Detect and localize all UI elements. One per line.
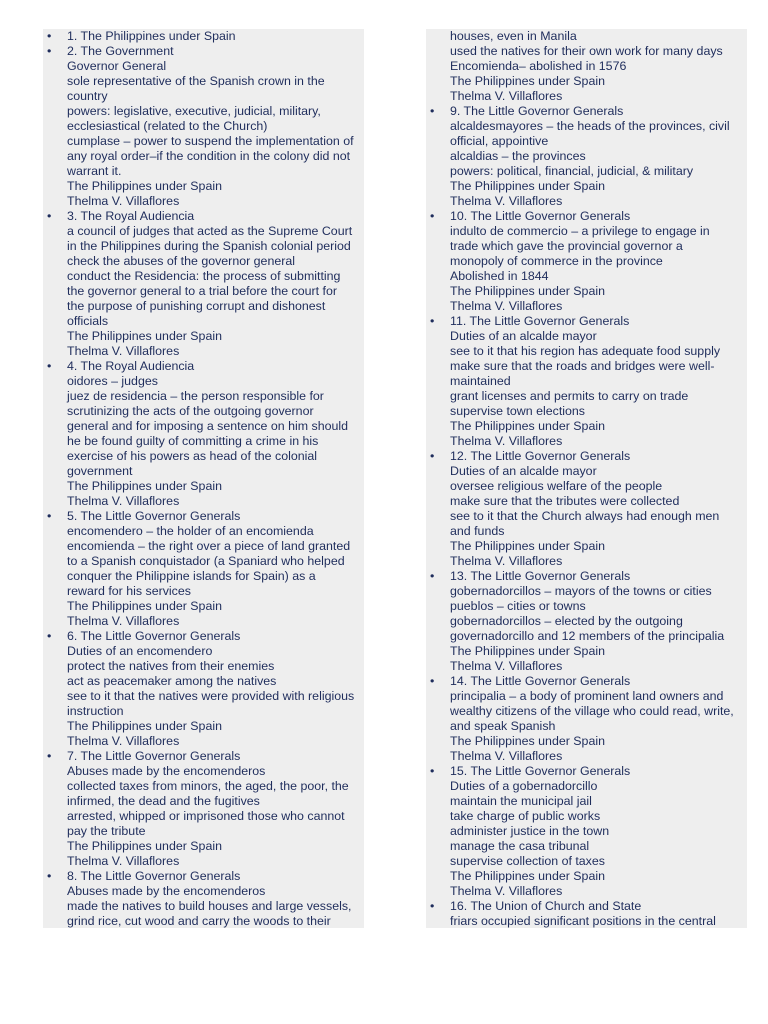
bullet-icon: •: [47, 629, 52, 643]
item-line: general and for imposing a sentence on him should: [67, 419, 349, 433]
list-item: [430, 209, 743, 314]
list-item: [430, 764, 743, 899]
bullet-icon: •: [47, 359, 52, 373]
item-line: scrutinizing the acts of the outgoing governor: [67, 404, 314, 418]
item-line: oidores – judges: [67, 374, 158, 388]
item-line: conduct the Residencia: the process of submitting: [67, 269, 341, 283]
item-heading: 9. The Little Governor Generals: [450, 104, 624, 118]
bullet-icon: •: [47, 869, 52, 883]
item-line: The Philippines under Spain: [450, 179, 605, 193]
item-line: Thelma V. Villaflores: [67, 494, 180, 508]
list-item: [47, 29, 360, 44]
item-heading: 12. The Little Governor Generals: [450, 449, 631, 463]
item-line: alcaldias – the provinces: [450, 149, 586, 163]
bullet-icon: •: [430, 674, 435, 688]
item-heading: 3. The Royal Audiencia: [67, 209, 195, 223]
item-line: maintained: [450, 374, 511, 388]
bullet-icon: •: [430, 314, 435, 328]
list-item: [47, 359, 360, 509]
item-line: supervise town elections: [450, 404, 585, 418]
item-line: infirmed, the dead and the fugitives: [67, 794, 260, 808]
item-line: principalia – a body of prominent land owners and: [450, 689, 724, 703]
item-line: The Philippines under Spain: [67, 479, 222, 493]
item-line: Thelma V. Villaflores: [450, 554, 563, 568]
item-line: and speak Spanish: [450, 719, 556, 733]
list-item: [430, 104, 743, 209]
item-line: country: [67, 89, 108, 103]
item-line: collected taxes from minors, the aged, the poor, the: [67, 779, 349, 793]
item-line: see to it that the natives were provided with religious: [67, 689, 355, 703]
item-line: cumplase – power to suspend the implementation of: [67, 134, 354, 148]
item-line: grind rice, cut wood and carry the woods to their: [67, 914, 331, 928]
item-line: houses, even in Manila: [450, 29, 577, 43]
bullet-icon: •: [47, 749, 52, 763]
list-item: [430, 674, 743, 764]
item-line: any royal order–if the condition in the colony did not: [67, 149, 351, 163]
item-line: see to it that the Church always had enough men: [450, 509, 720, 523]
list-item: [47, 44, 360, 209]
item-line: he be found guilty of committing a crime in his: [67, 434, 319, 448]
item-heading: 11. The Little Governor Generals: [450, 314, 630, 328]
item-line: Thelma V. Villaflores: [67, 614, 180, 628]
item-line: The Philippines under Spain: [450, 644, 605, 658]
item-line: Thelma V. Villaflores: [450, 89, 563, 103]
item-line: grant licenses and permits to carry on trade: [450, 389, 689, 403]
item-line: and funds: [450, 524, 505, 538]
item-line: Thelma V. Villaflores: [67, 194, 180, 208]
item-heading: 10. The Little Governor Generals: [450, 209, 631, 223]
item-line: Duties of an alcalde mayor: [450, 464, 597, 478]
item-line: The Philippines under Spain: [67, 839, 222, 853]
item-line: The Philippines under Spain: [450, 869, 605, 883]
item-line: a council of judges that acted as the Supreme Court: [67, 224, 353, 238]
item-line: sole representative of the Spanish crown in the: [67, 74, 325, 88]
item-heading: 7. The Little Governor Generals: [67, 749, 241, 763]
item-line: alcaldesmayores – the heads of the provinces, civil: [450, 119, 730, 133]
item-line: wealthy citizens of the village who could read, write,: [450, 704, 734, 718]
item-line: Abuses made by the encomenderos: [67, 764, 266, 778]
item-line: encomendero – the holder of an encomienda: [67, 524, 314, 538]
item-heading: 1. The Philippines under Spain: [67, 29, 236, 43]
item-line: powers: political, financial, judicial, & military: [450, 164, 694, 178]
item-line: check the abuses of the governor general: [67, 254, 295, 268]
item-line: Thelma V. Villaflores: [67, 734, 180, 748]
bullet-icon: •: [47, 509, 52, 523]
item-line: the purpose of punishing corrupt and dishonest: [67, 299, 326, 313]
item-line: monopoly of commerce in the province: [450, 254, 663, 268]
item-line: make sure that the tributes were collected: [450, 494, 680, 508]
item-line: reward for his services: [67, 584, 191, 598]
list-item: [430, 449, 743, 569]
item-line: Duties of an alcalde mayor: [450, 329, 597, 343]
item-line: The Philippines under Spain: [450, 539, 605, 553]
item-line: pueblos – cities or towns: [450, 599, 586, 613]
item-line: The Philippines under Spain: [450, 74, 605, 88]
item-line: trade which gave the provincial governor a: [450, 239, 683, 253]
item-line: friars occupied significant positions in the central: [450, 914, 716, 928]
item-line: gobernadorcillos – elected by the outgoing: [450, 614, 683, 628]
item-line: Governor General: [67, 59, 167, 73]
item-line: Thelma V. Villaflores: [67, 854, 180, 868]
item-line: Duties of an encomendero: [67, 644, 213, 658]
item-line: Thelma V. Villaflores: [450, 659, 563, 673]
item-line: juez de residencia – the person responsible for: [67, 389, 324, 403]
item-line: officials: [67, 314, 109, 328]
item-line: The Philippines under Spain: [67, 719, 222, 733]
item-line: make sure that the roads and bridges were well-: [450, 359, 715, 373]
item-line: maintain the municipal jail: [450, 794, 592, 808]
item-line: used the natives for their own work for many days: [450, 44, 723, 58]
item-heading: 16. The Union of Church and State: [450, 899, 642, 913]
bullet-icon: •: [47, 209, 52, 223]
bullet-icon: •: [430, 209, 435, 223]
item-line: The Philippines under Spain: [450, 284, 605, 298]
item-line: Thelma V. Villaflores: [450, 194, 563, 208]
item-line: see to it that his region has adequate food supply: [450, 344, 721, 358]
bullet-icon: •: [430, 104, 435, 118]
bullet-icon: •: [430, 899, 435, 913]
item-heading: 2. The Government: [67, 44, 174, 58]
bullet-icon: •: [47, 44, 52, 58]
item-line: to a Spanish conquistador (a Spaniard who helped: [67, 554, 345, 568]
bullet-icon: •: [430, 764, 435, 778]
list-item: [47, 869, 360, 929]
item-line: oversee religious welfare of the people: [450, 479, 663, 493]
item-heading: 8. The Little Governor Generals: [67, 869, 241, 883]
item-line: administer justice in the town: [450, 824, 610, 838]
bullet-icon: •: [430, 449, 435, 463]
item-line: official, appointive: [450, 134, 549, 148]
list-item: [430, 569, 743, 674]
list-item: [430, 899, 743, 929]
item-line: indulto de commercio – a privilege to engage in: [450, 224, 710, 238]
item-heading: 4. The Royal Audiencia: [67, 359, 195, 373]
item-heading: 13. The Little Governor Generals: [450, 569, 631, 583]
item-line: in the Philippines during the Spanish colonial period: [67, 239, 351, 253]
list-item: [47, 509, 360, 629]
item-line: act as peacemaker among the natives: [67, 674, 277, 688]
item-line: warrant it.: [67, 164, 122, 178]
item-line: instruction: [67, 704, 124, 718]
list-item: [450, 29, 743, 104]
list-item: [47, 749, 360, 869]
item-line: made the natives to build houses and large vessels,: [67, 899, 352, 913]
right-column: [426, 29, 747, 928]
item-line: manage the casa tribunal: [450, 839, 590, 853]
item-line: government: [67, 464, 133, 478]
item-heading: 15. The Little Governor Generals: [450, 764, 631, 778]
item-line: The Philippines under Spain: [67, 179, 222, 193]
item-line: Thelma V. Villaflores: [450, 884, 563, 898]
item-line: The Philippines under Spain: [450, 419, 605, 433]
item-line: exercise of his powers as head of the colonial: [67, 449, 318, 463]
item-line: protect the natives from their enemies: [67, 659, 275, 673]
item-heading: 6. The Little Governor Generals: [67, 629, 241, 643]
bullet-icon: •: [47, 29, 52, 43]
item-line: Thelma V. Villaflores: [67, 344, 180, 358]
list-item: [430, 314, 743, 449]
item-line: the governor general to a trial before the court for: [67, 284, 337, 298]
item-line: ecclesiastical (related to the Church): [67, 119, 268, 133]
item-line: powers: legislative, executive, judicial, military,: [67, 104, 321, 118]
item-line: take charge of public works: [450, 809, 601, 823]
item-heading: 14. The Little Governor Generals: [450, 674, 631, 688]
item-line: The Philippines under Spain: [450, 734, 605, 748]
item-line: Thelma V. Villaflores: [450, 299, 563, 313]
item-line: encomienda – the right over a piece of land granted: [67, 539, 351, 553]
item-heading: 5. The Little Governor Generals: [67, 509, 241, 523]
item-line: The Philippines under Spain: [67, 599, 222, 613]
left-column: [43, 29, 364, 928]
item-line: arrested, whipped or imprisoned those who cannot: [67, 809, 345, 823]
bullet-icon: •: [430, 569, 435, 583]
item-line: Duties of a gobernadorcillo: [450, 779, 598, 793]
item-line: pay the tribute: [67, 824, 146, 838]
item-line: Abuses made by the encomenderos: [67, 884, 266, 898]
item-line: Thelma V. Villaflores: [450, 434, 563, 448]
item-line: Thelma V. Villaflores: [450, 749, 563, 763]
item-line: gobernadorcillos – mayors of the towns or cities: [450, 584, 712, 598]
item-line: Abolished in 1844: [450, 269, 549, 283]
item-line: governadorcillo and 12 members of the principalia: [450, 629, 725, 643]
item-line: Encomienda– abolished in 1576: [450, 59, 627, 73]
item-line: conquer the Philippine islands for Spain) as a: [67, 569, 316, 583]
item-line: supervise collection of taxes: [450, 854, 605, 868]
item-line: The Philippines under Spain: [67, 329, 222, 343]
list-item: [47, 209, 360, 359]
list-item: [47, 629, 360, 749]
